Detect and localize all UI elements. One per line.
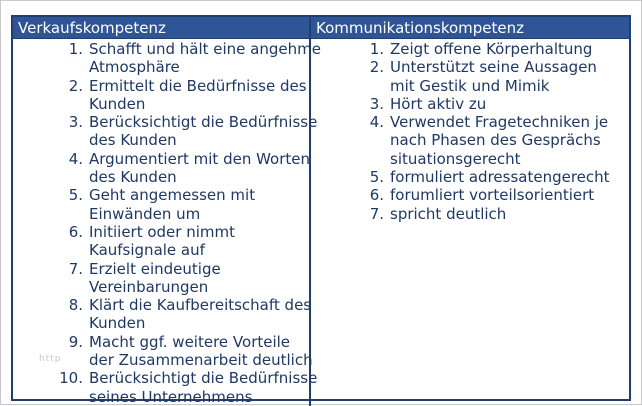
list-item-text-line: seines Unternehmens [89,387,253,406]
list-item [13,369,318,406]
list-item-text-line: mit Gestik und Mimik [390,76,550,95]
list-item [311,168,629,186]
communication-competence-list [311,40,629,223]
list-item [13,150,309,187]
list-item-number: 2. [68,76,83,95]
list-item [13,77,309,114]
list-item-text-line: Berücksichtigt die Bedürfnisse [89,369,318,388]
list-item-text-line: des Kunden [89,168,177,187]
list-item-number: 6. [68,222,83,241]
list-item-number: 1. [68,40,83,58]
list-item-text-line: des Kunden [89,131,177,150]
list-item-number: 1. [369,40,384,58]
list-item-text-line: Atmosphäre [89,58,180,77]
sales-competence-list [13,40,321,406]
list-item [13,260,309,297]
list-item-text-line: der Zusammenarbeit deutlich [89,351,313,370]
list-item-text-line: Hört aktiv zu [390,94,487,113]
column-header-communication: Kommunikationskompetenz [311,17,629,39]
list-item-number: 2. [369,58,384,77]
list-item-text-line: Schafft und hält eine angehme [89,40,321,58]
list-item-text-line: Vereinbarungen [89,277,209,296]
list-item-text-line: Kunden [89,94,146,113]
list-item-text-line: Zeigt offene Körperhaltung [390,40,593,58]
list-item-text-line: nach Phasen des Gesprächs [390,131,601,150]
list-item-text-line: Kunden [89,314,146,333]
list-item-text-line: Einwänden um [89,204,201,223]
list-item-text-line: situationsgerecht [390,149,521,168]
list-item-text-line: spricht deutlich [390,204,507,223]
list-item [311,186,629,204]
list-item [13,113,318,150]
list-item-number: 8. [68,296,83,315]
list-item [13,296,312,333]
watermark-text: http [39,354,62,364]
list-item [311,113,629,168]
list-item-text-line: Erzielt eindeutige [89,259,221,278]
list-item-text-line: Macht ggf. weitere Vorteile [89,332,291,351]
list-item-number: 9. [68,332,83,351]
list-item [13,223,309,260]
list-item-number: 3. [369,94,384,113]
list-item-number: 4. [369,113,384,132]
list-item-number: 6. [369,186,384,205]
list-item-number: 3. [68,113,83,132]
list-item-text-line: Berücksichtigt die Bedürfnisse [89,113,318,132]
column-body-sales [13,39,321,406]
list-item-text-line: Geht angemessen mit [89,186,256,205]
list-item [311,205,629,223]
competence-table [11,15,631,406]
column-body-communication [311,39,629,406]
list-item-text-line: formuliert adressatengerecht [390,168,610,187]
list-item-text-line: Unterstützt seine Aussagen [390,58,597,77]
list-item-text-line: Klärt die Kaufbereitschaft des [89,296,312,315]
list-item-number: 4. [68,149,83,168]
list-item-number: 7. [68,259,83,278]
list-item-number: 10. [59,369,83,388]
column-header-sales: Verkaufskompetenz [13,17,311,39]
list-item [311,40,629,58]
list-item-text-line: Verwendet Fragetechniken je [390,113,609,132]
list-item [311,58,629,95]
list-item [311,95,629,113]
list-item-text-line: Kaufsignale auf [89,241,205,260]
list-item-text-line: Ermittelt die Bedürfnisse des [89,76,307,95]
list-item [13,186,309,223]
list-item [13,40,321,77]
list-item-text-line: Initiiert oder nimmt [89,222,236,241]
list-item-text-line: Argumentiert mit den Worten [89,149,311,168]
list-item-number: 7. [369,204,384,223]
list-item-text-line: forumliert vorteilsorientiert [390,186,595,205]
list-item-number: 5. [68,186,83,205]
list-item-number: 5. [369,168,384,187]
